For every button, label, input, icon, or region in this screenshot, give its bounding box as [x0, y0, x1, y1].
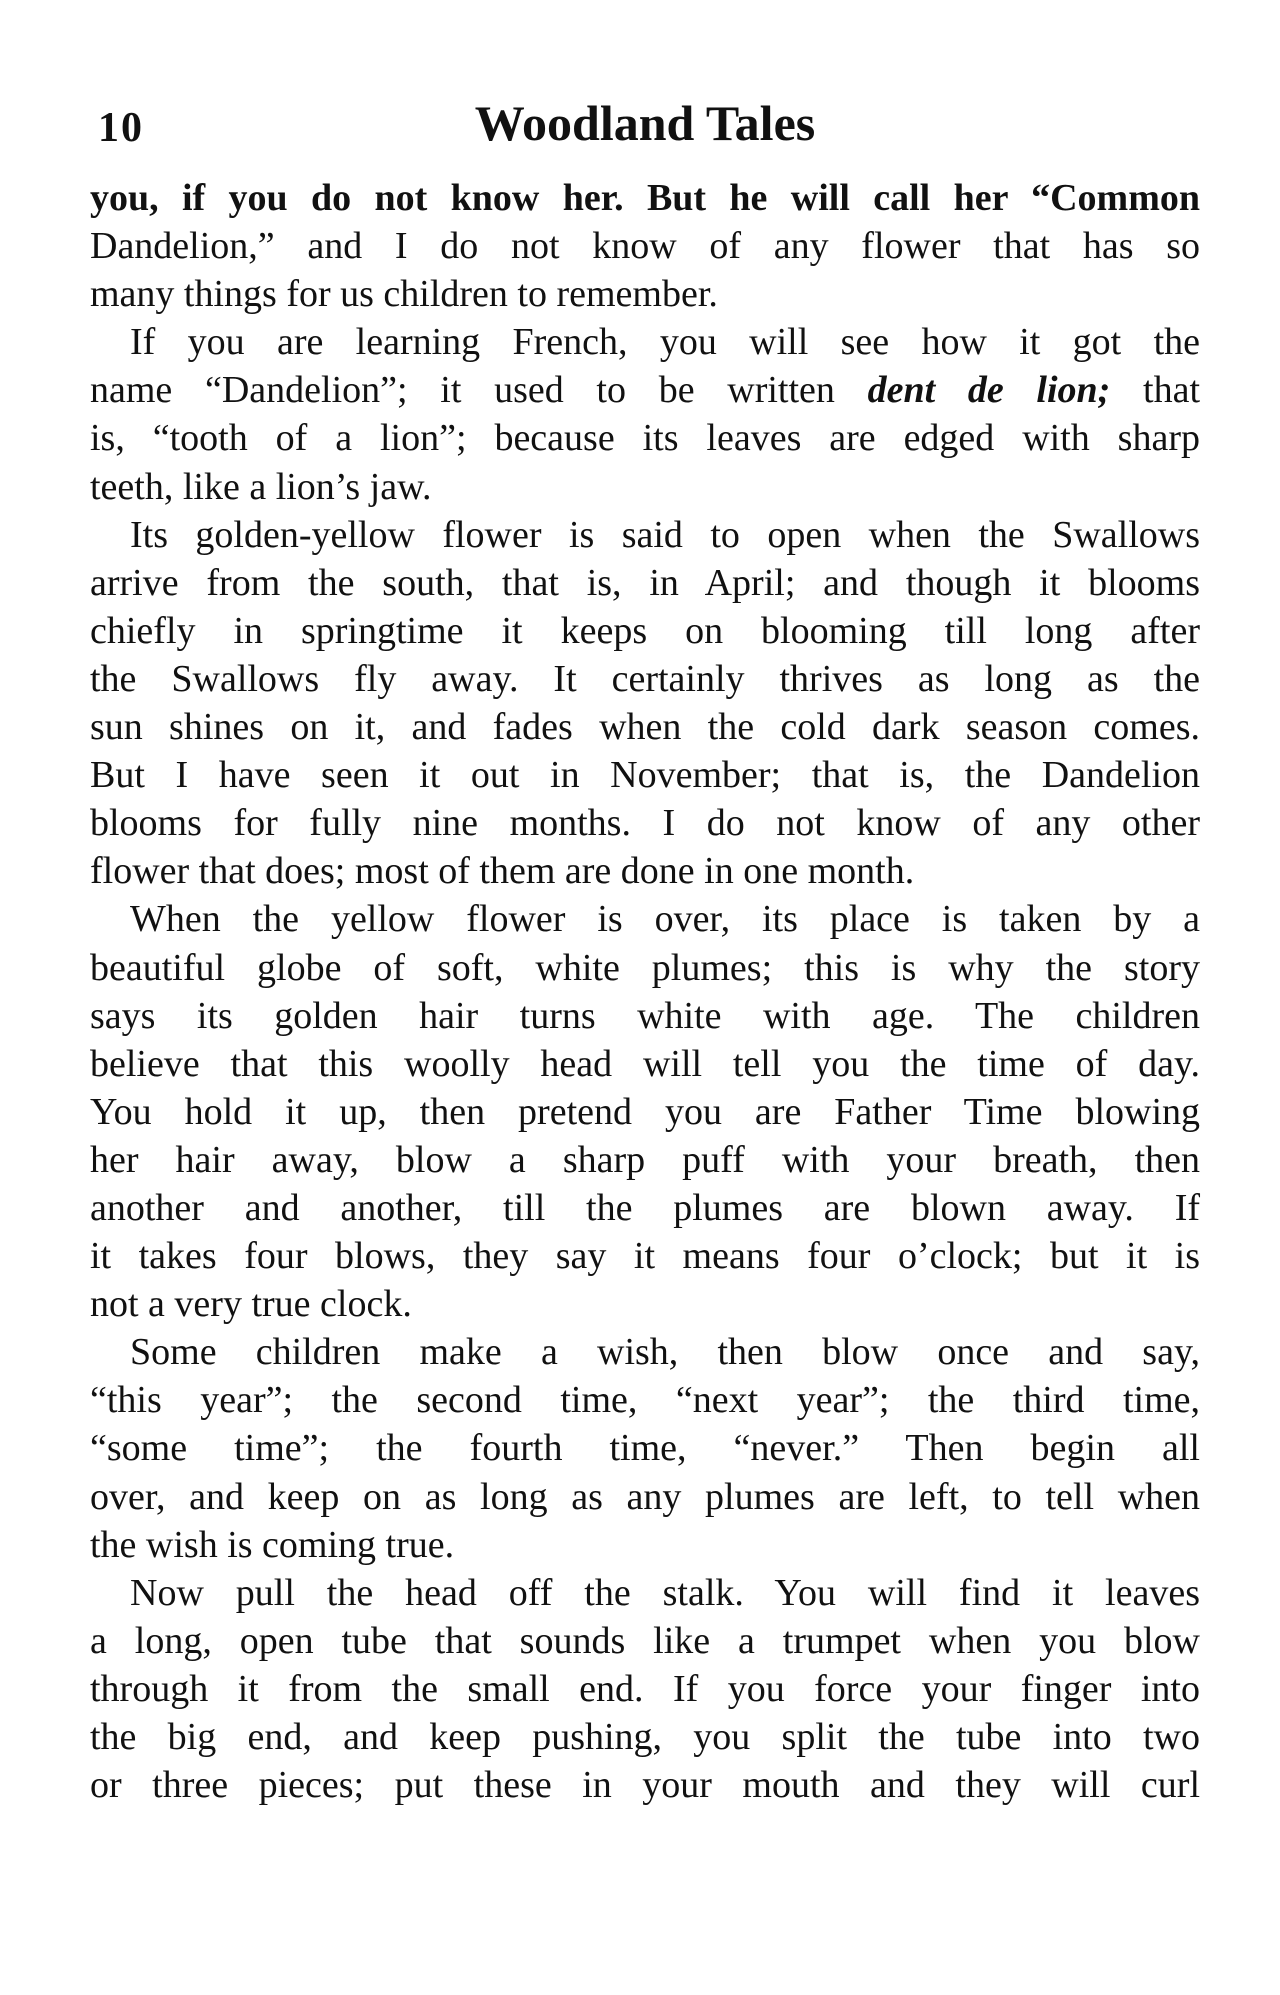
paragraph-2: [90, 318, 1200, 510]
text-line: another and another, till the plumes are blown away. If: [90, 1186, 1200, 1229]
text-line: the big end, and keep pushing, you split the tube into two: [90, 1716, 1200, 1758]
text-line: many things for us children to remember.: [90, 273, 718, 316]
text-line: teeth, like a lion’s jaw.: [90, 465, 432, 508]
running-head: [90, 92, 1200, 172]
text-line: you, if you do not know her. But he will call her “Common: [90, 177, 1200, 219]
text-line: You hold it up, then pretend you are Father Time blowing: [90, 1090, 1200, 1133]
page-number: 10: [98, 105, 144, 151]
text-line: believe that this woolly head will tell you the time of day.: [90, 1042, 1200, 1085]
text-line: it takes four blows, they say it means four o’clock; but it is: [90, 1235, 1200, 1278]
paragraph-6: [90, 1569, 1200, 1809]
text-line: not a very true clock.: [90, 1283, 412, 1326]
text-line: the wish is coming true.: [90, 1523, 455, 1566]
book-page: [90, 92, 1200, 1809]
text-line: sun shines on it, and fades when the cold dark season comes.: [90, 706, 1200, 749]
text-line: But I have seen it out in November; that is, the Dandelion: [90, 754, 1200, 797]
text-line: If you are learning French, you will see how it got the: [130, 321, 1200, 364]
text-line: “some time”; the fourth time, “never.” Then begin all: [90, 1427, 1200, 1470]
text-line: beautiful globe of soft, white plumes; this is why the story: [90, 946, 1200, 989]
text-line: the Swallows fly away. It certainly thrives as long as the: [90, 657, 1200, 700]
text-line: over, and keep on as long as any plumes are left, to tell when: [90, 1475, 1200, 1518]
text-line: “this year”; the second time, “next year”; the third time,: [90, 1379, 1200, 1422]
text-line: Its golden-yellow flower is said to open when the Swallows: [130, 513, 1200, 556]
paragraph-3: [90, 511, 1200, 896]
text-segment: name “Dandelion”; it used to be written: [90, 369, 868, 412]
book-title: Woodland Tales: [474, 95, 816, 151]
text-line: Dandelion,” and I do not know of any flower that has so: [90, 225, 1200, 268]
text-line: says its golden hair turns white with age. The children: [90, 994, 1200, 1037]
body-text: [90, 174, 1200, 1809]
text-line: her hair away, blow a sharp puff with your breath, then: [90, 1138, 1200, 1181]
text-line: [90, 366, 1200, 414]
text-line: chiefly in springtime it keeps on blooming till long after: [90, 609, 1200, 652]
text-line: or three pieces; put these in your mouth and they will curl: [90, 1764, 1200, 1807]
text-line: blooms for fully nine months. I do not know of any other: [90, 802, 1200, 845]
text-line: When the yellow flower is over, its place is taken by a: [130, 898, 1200, 941]
text-line: is, “tooth of a lion”; because its leaves are edged with sharp: [90, 417, 1200, 460]
text-line: Some children make a wish, then blow once and say,: [130, 1331, 1200, 1374]
french-phrase: dent de lion;: [867, 369, 1111, 412]
paragraph-1: [90, 174, 1200, 318]
text-line: arrive from the south, that is, in April; and though it blooms: [90, 561, 1200, 604]
text-line: a long, open tube that sounds like a trumpet when you blow: [90, 1619, 1200, 1662]
paragraph-4: [90, 895, 1200, 1328]
text-segment: that: [1110, 369, 1201, 412]
paragraph-5: [90, 1328, 1200, 1568]
text-line: flower that does; most of them are done in one month.: [90, 850, 915, 893]
text-line: through it from the small end. If you force your finger into: [90, 1667, 1200, 1710]
text-line: Now pull the head off the stalk. You will find it leaves: [130, 1571, 1200, 1614]
